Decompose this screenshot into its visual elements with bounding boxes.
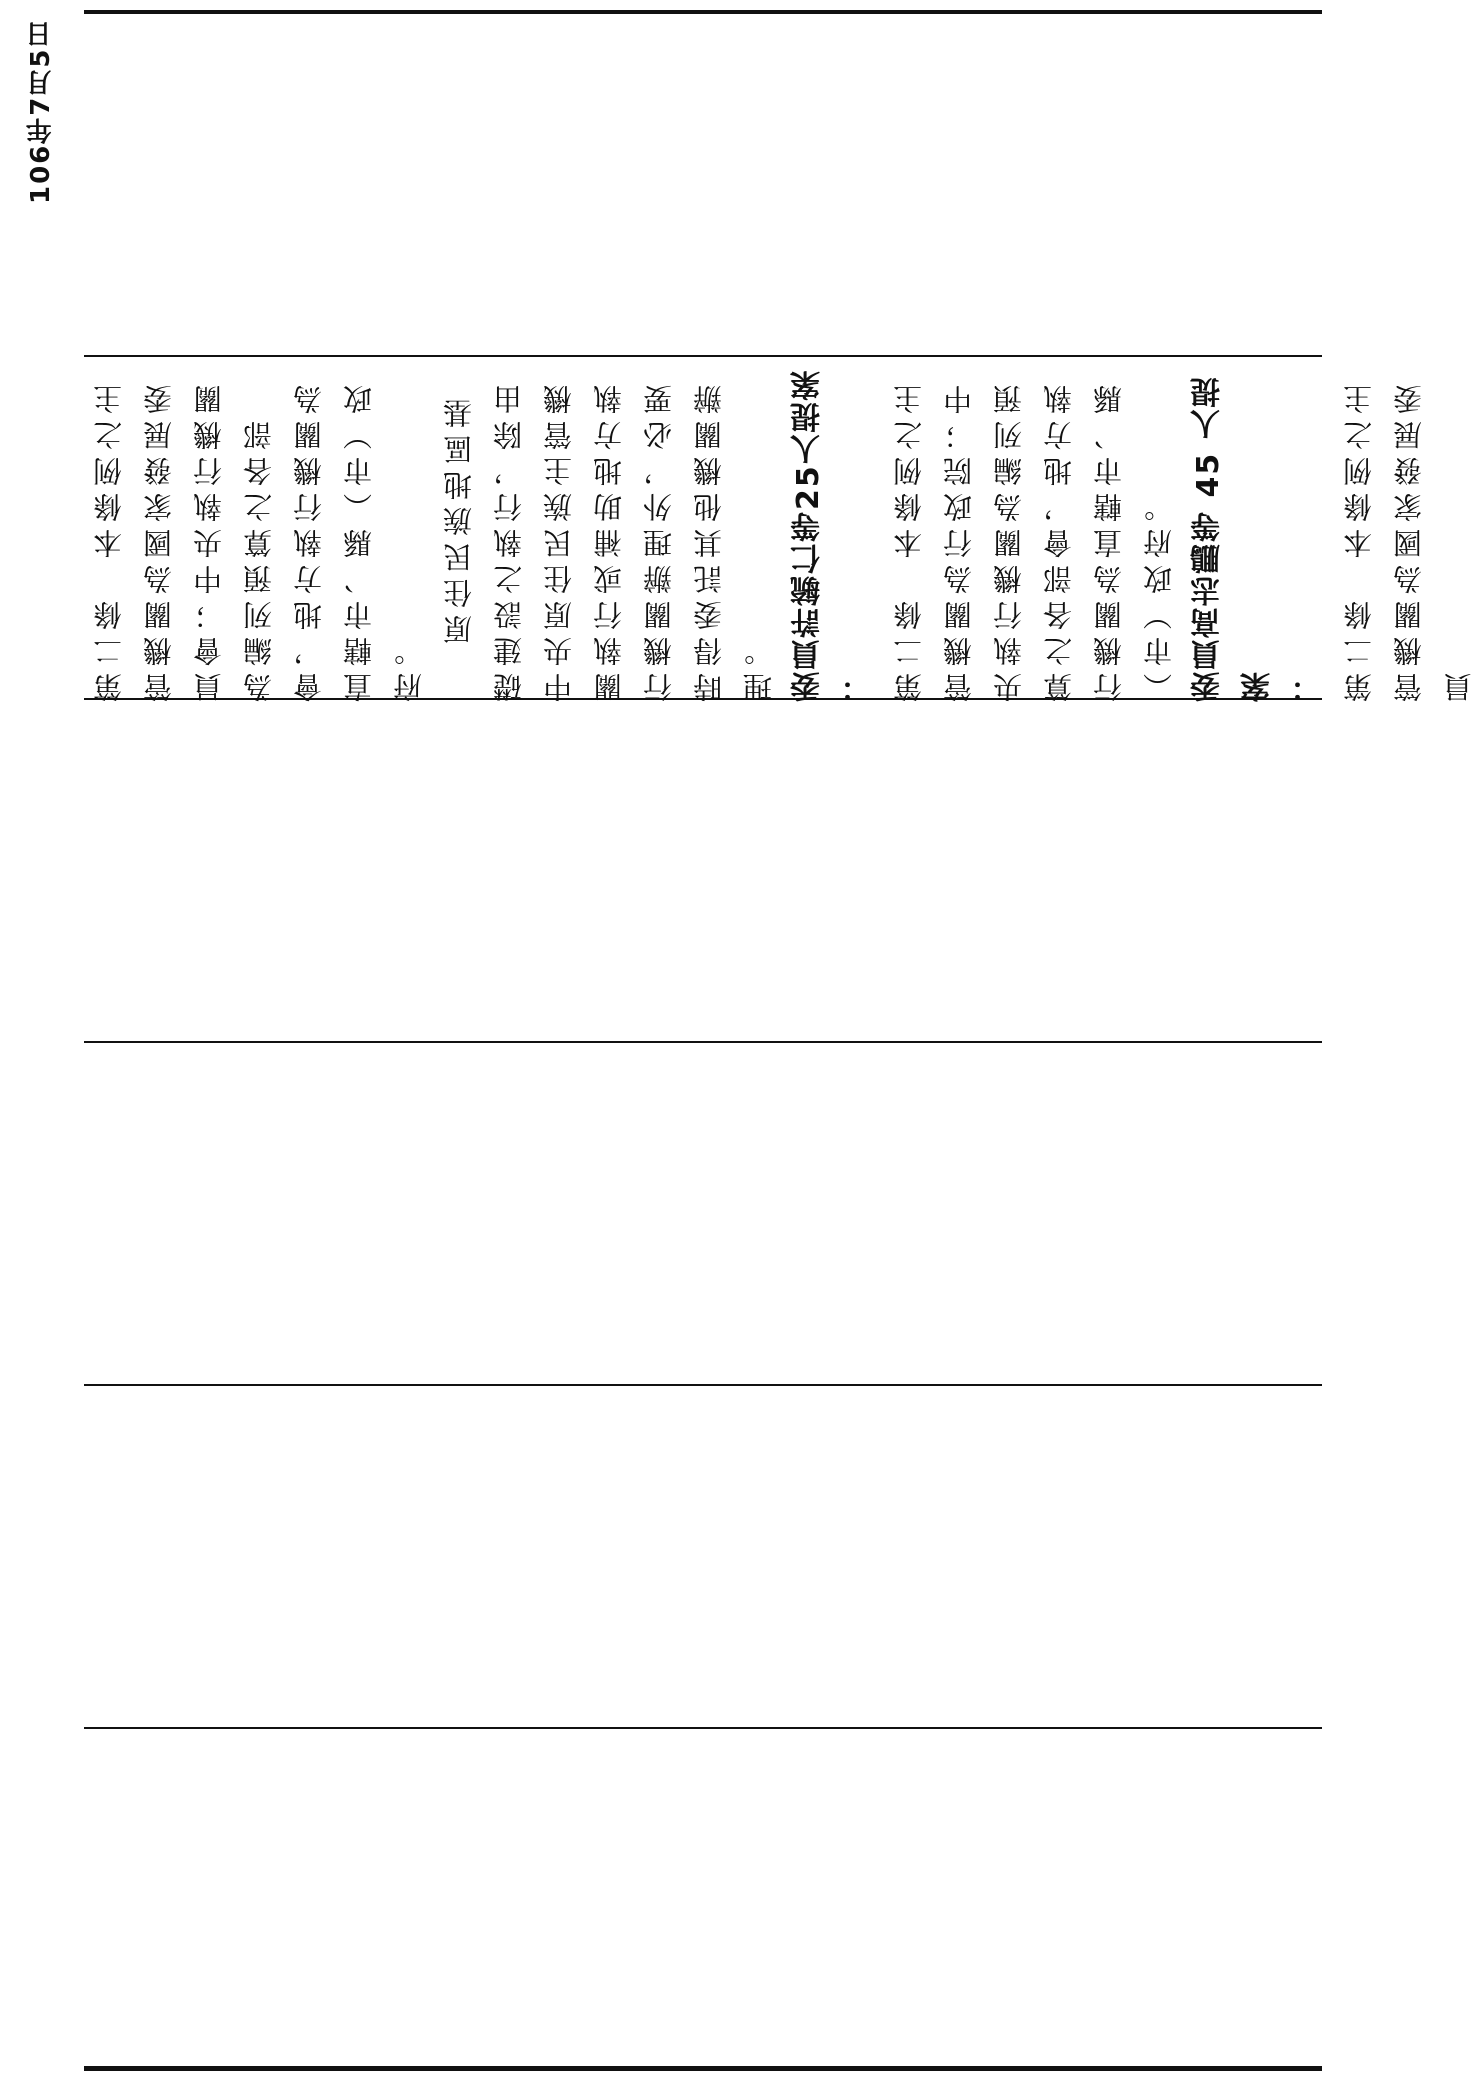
section-divider: [84, 1384, 1322, 1386]
proposal-colon-gao: ：: [1291, 670, 1326, 702]
proposal-heading-gao: 委員高志鵬等 45 人提案: [1191, 375, 1276, 702]
section-divider: [84, 1727, 1322, 1729]
comparison-column-2: [84, 705, 1322, 1035]
proposal-heading-xu: 委員許毓仁等25人提案: [791, 368, 826, 702]
page-date: 106年7月5日: [26, 20, 56, 205]
article-original-paragraph-2: 原住民族地區基礎建設之執行，除由中央原住民族主管機關執行或補助地方執行機關辦理外，必要時得委託其他機關辦理。: [442, 378, 776, 702]
bottom-rule: [84, 2066, 1322, 2071]
proposal-text-gao: 第二條 本條例之主管機關為國家發展委員: [1342, 378, 1476, 702]
article-original: 第二條 本條例之主管機關為國家發展委員會；中央執行機關為編列預算之各部會，地方執行機關為直轄市、縣（市）政府。: [92, 378, 426, 702]
section-divider: [84, 1041, 1322, 1043]
comparison-column-1: [84, 362, 1476, 702]
section-divider: [84, 355, 1322, 357]
top-rule: [84, 10, 1322, 14]
comparison-column-3: [84, 1048, 1322, 1378]
proposal-text-xu: 第二條 本條例之主管機關為行政院；中央執行機關為編列預算之各部會，地方執行機關為直轄市、縣（市）政府。: [892, 378, 1176, 702]
comparison-column-4: [84, 1391, 1322, 1721]
column-text: [84, 362, 1476, 702]
comparison-column-5: [84, 1734, 1322, 2059]
proposal-colon-xu: ：: [841, 670, 876, 702]
